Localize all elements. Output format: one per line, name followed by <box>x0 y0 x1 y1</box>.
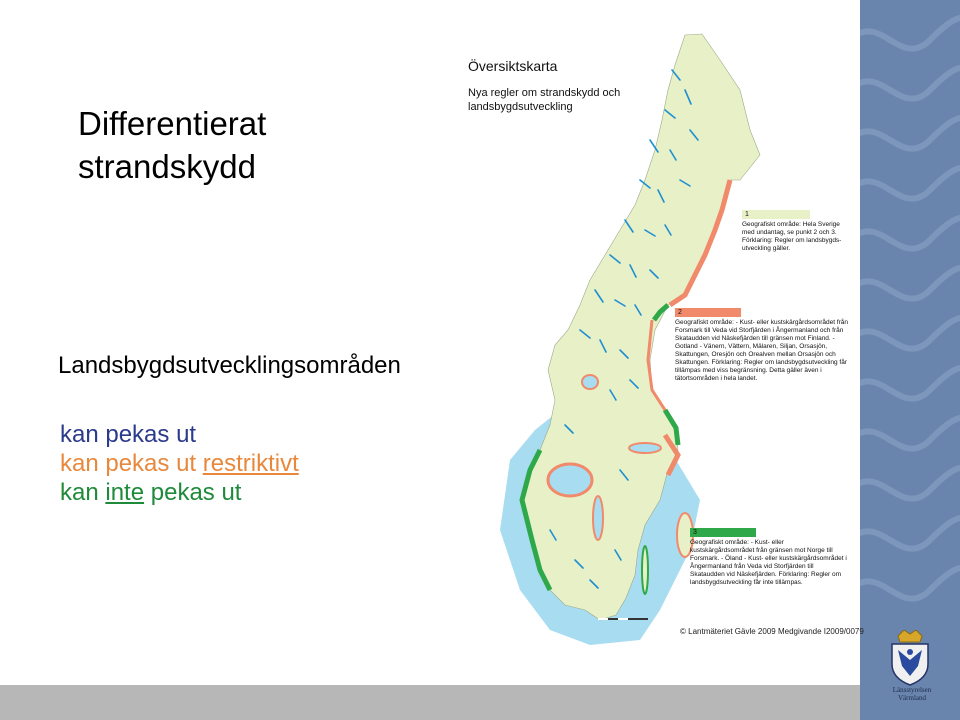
title-line-2: strandskydd <box>78 148 256 185</box>
legend-number-2: 2 <box>678 309 682 316</box>
map-copyright: © Lantmäteriet Gävle 2009 Medgivande I2009/0079 <box>680 627 864 636</box>
title-line-1: Differentierat <box>78 105 267 142</box>
category-can-be-designated: kan pekas ut <box>60 421 197 448</box>
legend-swatch-3 <box>690 528 756 537</box>
county-crest-icon <box>884 630 936 686</box>
category-cannot-prefix: kan <box>60 479 106 506</box>
lake-vattern <box>593 496 603 540</box>
not-emphasis: inte <box>105 479 145 506</box>
legend-text-2: Geografiskt område: - Kust- eller kustskärgårdsområdet från Forsmark till Veda vid Storfjärden i Ångermanland och från Skataudden vid Näskefjärden till gränsen mot Finland. - Gotland - Vänern, Vättern, Mälaren, Siljan, Orsasjön, Skattungen, Oresjön och Orealven mellan Orsasjön och Skattungen. Förklaring: Regler om landsbygdsutveckling får tillämpas med viss begränsning. Detta gäller även i tätortsområden i hela landet. <box>675 319 849 382</box>
legend-text-1: Geografiskt område: Hela Sverige med undantag, se punkt 2 och 3. Förklaring: Regler om landsbygds-utveckling gäller. <box>742 221 842 252</box>
legend-item-3 <box>690 528 850 587</box>
category-cannot-suffix: pekas ut <box>144 479 242 506</box>
map-subtitle: Nya regler om strandskydd och landsbygdsutveckling <box>468 87 621 113</box>
county-logo-text <box>874 686 950 702</box>
category-cannot-be-designated <box>60 478 299 507</box>
island-oland <box>642 546 648 594</box>
legend-number-1: 1 <box>745 211 749 218</box>
wave-pattern <box>860 0 960 720</box>
slide-subtitle: Landsbygdsutvecklingsområden <box>58 352 401 379</box>
logo-text-line-1: Länsstyrelsen <box>892 686 932 694</box>
slide-title <box>78 102 266 188</box>
legend-swatch-2 <box>675 308 741 317</box>
lake-vanern <box>548 464 592 496</box>
restrictive-emphasis: restriktivt <box>202 450 299 477</box>
category-restrictive-prefix: kan pekas ut <box>60 450 203 477</box>
scale-bar <box>598 618 648 620</box>
bottom-bar <box>0 685 860 720</box>
legend-item-1 <box>742 210 854 253</box>
lake-malaren <box>629 443 661 453</box>
logo-text-line-2: Värmland <box>898 694 926 702</box>
legend-text-3: Geografiskt område: - Kust- eller kustskärgårdsområdet från gränsen mot Norge till Forsmark. - Öland - Kust- eller kustskärgårdsområdet i Ångermanland från Veda vid Storfjärden till Skataudden vid Näskefjärden. Förklaring: Regler om landsbygdsutveckling får inte tillämpas. <box>690 539 847 586</box>
legend-item-2 <box>675 308 853 383</box>
decorative-sidebar <box>860 0 960 720</box>
lake-siljan <box>582 375 598 389</box>
map-title: Översiktskarta <box>468 58 558 74</box>
legend-swatch-1 <box>742 210 810 219</box>
category-restrictive <box>60 449 299 478</box>
category-list <box>60 420 299 507</box>
legend-number-3: 3 <box>693 529 697 536</box>
